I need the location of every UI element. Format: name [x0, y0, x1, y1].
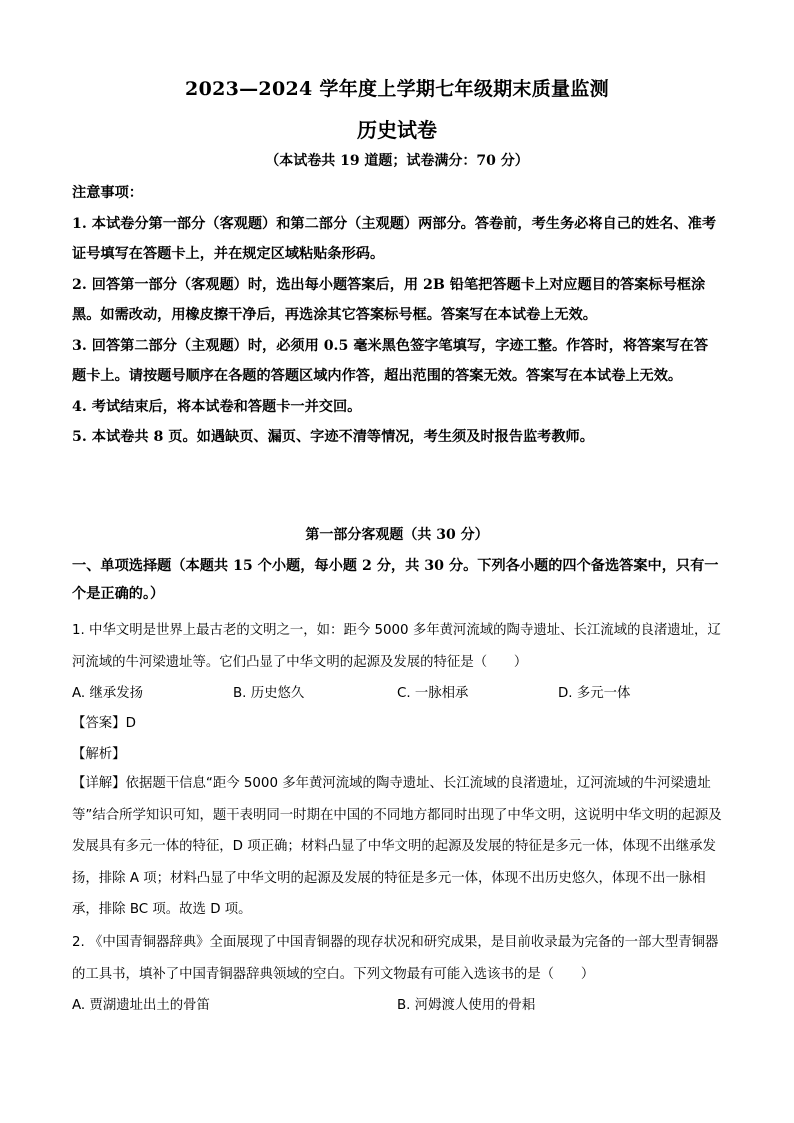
- q1-option-c: C. 一脉相承: [397, 686, 469, 701]
- q2-option-b: B. 河姆渡人使用的骨耜: [397, 998, 536, 1013]
- notes-heading: 注意事项：: [72, 185, 143, 201]
- exam-info: （本试卷共 19 道题；试卷满分：70 分）: [265, 153, 529, 169]
- notes-block: [72, 178, 722, 453]
- q1-option-d: D. 多元一体: [558, 686, 631, 701]
- note-item-5: 5. 本试卷共 8 页。如遇缺页、漏页、字迹不清等情况，考生须及时报告监考教师。: [72, 429, 594, 445]
- question-1-detail: 【详解】依据题干信息“距今 5000 多年黄河流域的陶寺遗址、长江流域的良渚遗址，辽河流域的牛河梁遗址等”结合所学知识可知，题干表明同一时期在中国的不同地方都同时出现了中华文明，这说明中华文明的起源及发展具有多元一体的特征，D 项正确；材料凸显了中华文明的起源及发展的特征是多元一体，体现不出继承发扬，排除 A 项；材料凸显了中华文明的起源及发展的特征是多元一体，体现不出历史悠久，体现不出一脉相承，排除 BC 项。故选 D 项。: [72, 776, 722, 917]
- exam-title: 2023—2024 学年度上学期七年级期末质量监测: [185, 78, 609, 100]
- question-2-stem: 2. 《中国青铜器辞典》全面展现了中国青铜器的现存状况和研究成果，是目前收录最为完备的一部大型青铜器的工具书，填补了中国青铜器辞典领域的空白。下列文物最有可能入选该书的是（ ）: [72, 935, 719, 982]
- note-item-3: 3. 回答第二部分（主观题）时，必须用 0.5 毫米黑色签字笔填写，字迹工整。作答时，将答案写在答题卡上。请按题号顺序在各题的答题区域内作答，超出范围的答案无效。答案写在本试卷上无效。: [72, 337, 709, 384]
- question-1-stem: 1. 中华文明是世界上最古老的文明之一，如：距今 5000 多年黄河流域的陶寺遗址、长江流域的良渚遗址，辽河流域的牛河梁遗址等。它们凸显了中华文明的起源及发展的特征是（ ）: [72, 623, 721, 670]
- mcq-instruction: 一、单项选择题（本题共 15 个小题，每小题 2 分，共 30 分。下列各小题的四个备选答案中，只有一个是正确的。）: [72, 558, 719, 602]
- answer-value: D: [125, 716, 136, 731]
- section-title: 第一部分客观题（共 30 分）: [305, 527, 489, 543]
- q1-analysis-label: 【解析】: [72, 747, 126, 762]
- q1-option-b: B. 历史悠久: [233, 686, 305, 701]
- exam-subject: 历史试卷: [357, 118, 437, 142]
- answer-label: 【答案】: [72, 716, 126, 731]
- question-2-options: [72, 994, 722, 1018]
- q2-option-a: A. 贾湖遗址出土的骨笛: [72, 998, 210, 1013]
- question-1-options: [72, 682, 722, 706]
- note-item-4: 4. 考试结束后，将本试卷和答题卡一并交回。: [72, 398, 362, 415]
- q1-option-a: A. 继承发扬: [72, 686, 143, 701]
- note-item-1: 1. 本试卷分第一部分（客观题）和第二部分（主观题）两部分。答卷前，考生务必将自己的姓名、准考证号填写在答题卡上，并在规定区域粘贴条形码。: [72, 215, 717, 262]
- note-item-2: 2. 回答第一部分（客观题）时，选出每小题答案后，用 2B 铅笔把答题卡上对应题目的答案标号框涂黑。如需改动，用橡皮擦干净后，再选涂其它答案标号框。答案写在本试卷上无效。: [72, 276, 706, 323]
- q1-answer: [72, 712, 136, 731]
